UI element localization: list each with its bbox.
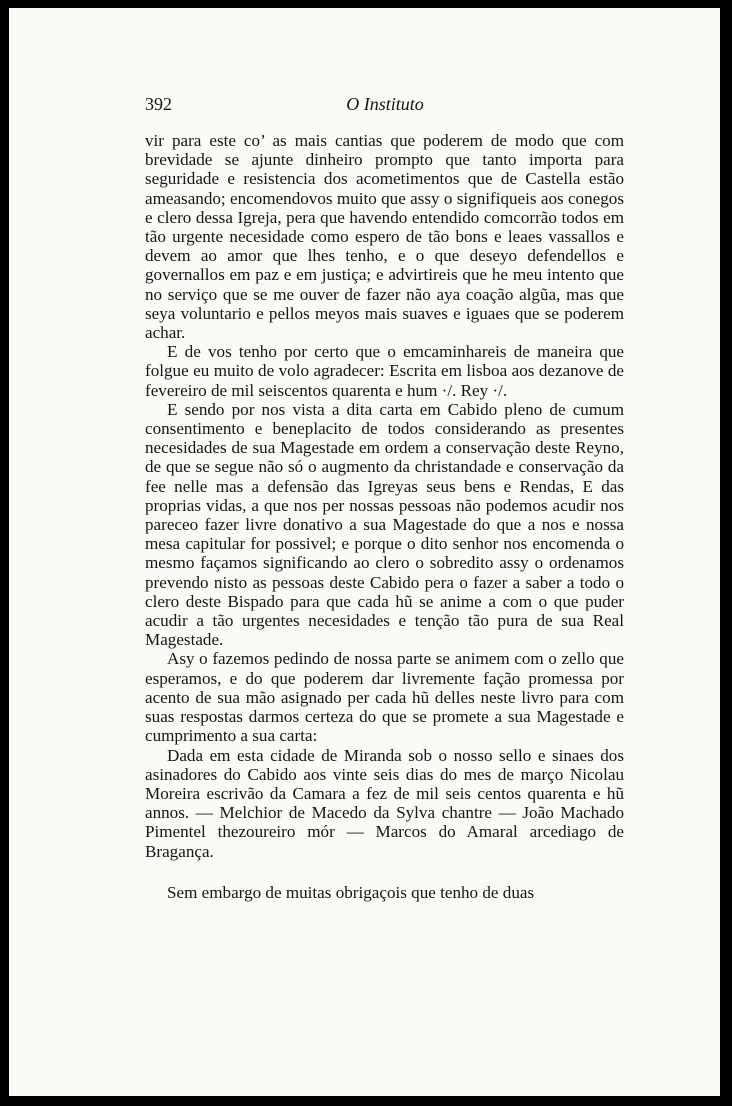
page-number: 392 (145, 94, 172, 114)
paragraph-3: E sendo por nos vista a dita carta em Cabido pleno de cumum consentimento e beneplacito de todos considerando as presentes necesidades de sua Magestade em ordem a conservação deste Reyno, de que se segue não só o augmento da christandade e conservação da fee nelle mas a defensão das Igreyas seus bens e Rendas, E das proprias vidas, a que nos per nossas pessoas não podemos acudir nos pareceo fazer livre donativo a sua Magestade do que a nos e nossa mesa capitular for possivel; e porque o dito senhor nos encomenda o mesmo façamos significando ao clero o sobredito assy o ordenamos prevendo nisto as pessoas deste Cabido pera o fazer a saber a todo o clero deste Bispado para que cada hũ se anime a com o que puder acudir a tão urgentes necesidades e tenção tão pura de sua Real Magestade. (145, 399, 624, 650)
page-header (145, 94, 625, 120)
paragraph-5: Dada em esta cidade de Miranda sob o nosso sello e sinaes dos asinadores do Cabido aos vinte seis dias do mes de março Nicolau Moreira escrivão da Camara a fez de mil seis centos quarenta e hũ annos. — Melchior de Macedo da Sylva chantre — João Machado Pimentel thezoureiro mór — Marcos do Amaral arcediago de Bragança. (145, 745, 624, 861)
body-text (145, 131, 624, 902)
running-title: O Instituto (346, 94, 424, 114)
paragraph-4: Asy o fazemos pedindo de nossa parte se animem com o zello que esperamos, e do que poderem dar livremente fação promessa por acento de sua mão asignado per cada hũ delles neste livro para com suas respostas darmos certeza do que se promete a sua Magestade e cumprimento a sua carta: (145, 649, 624, 746)
document-page (9, 8, 720, 1096)
paragraph-6: Sem embargo de muitas obrigaçois que tenho de duas (167, 882, 535, 902)
paragraph-1: vir para este co’ as mais cantias que poderem de modo que com brevidade se ajunte dinheiro prompto que tanto importa para seguridade e resistencia dos acometimentos que de Castella estão ameasando; encomendovos muito que assy o signifiqueis aos conegos e clero dessa Igreja, pera que havendo entendido comcorrão todos em tão urgente necesidade como espero de tão bons e leaes vassallos e devem ao amor que lhes tenho, e o que deseyo defendellos e governallos em paz e em justiça; e advirtireis que he meu intento que no serviço que se me ouver de fazer não aya coação algũa, mas que seya voluntario e pellos meyos mais suaves e iguaes que se poderem achar. (145, 131, 624, 343)
paragraph-2: E de vos tenho por certo que o emcaminhareis de maneira que folgue eu muito de volo agradecer: Escrita em lisboa aos dezanove de fevereiro de mil seiscentos quarenta e hum ·/. Rey ·/. (145, 342, 624, 400)
